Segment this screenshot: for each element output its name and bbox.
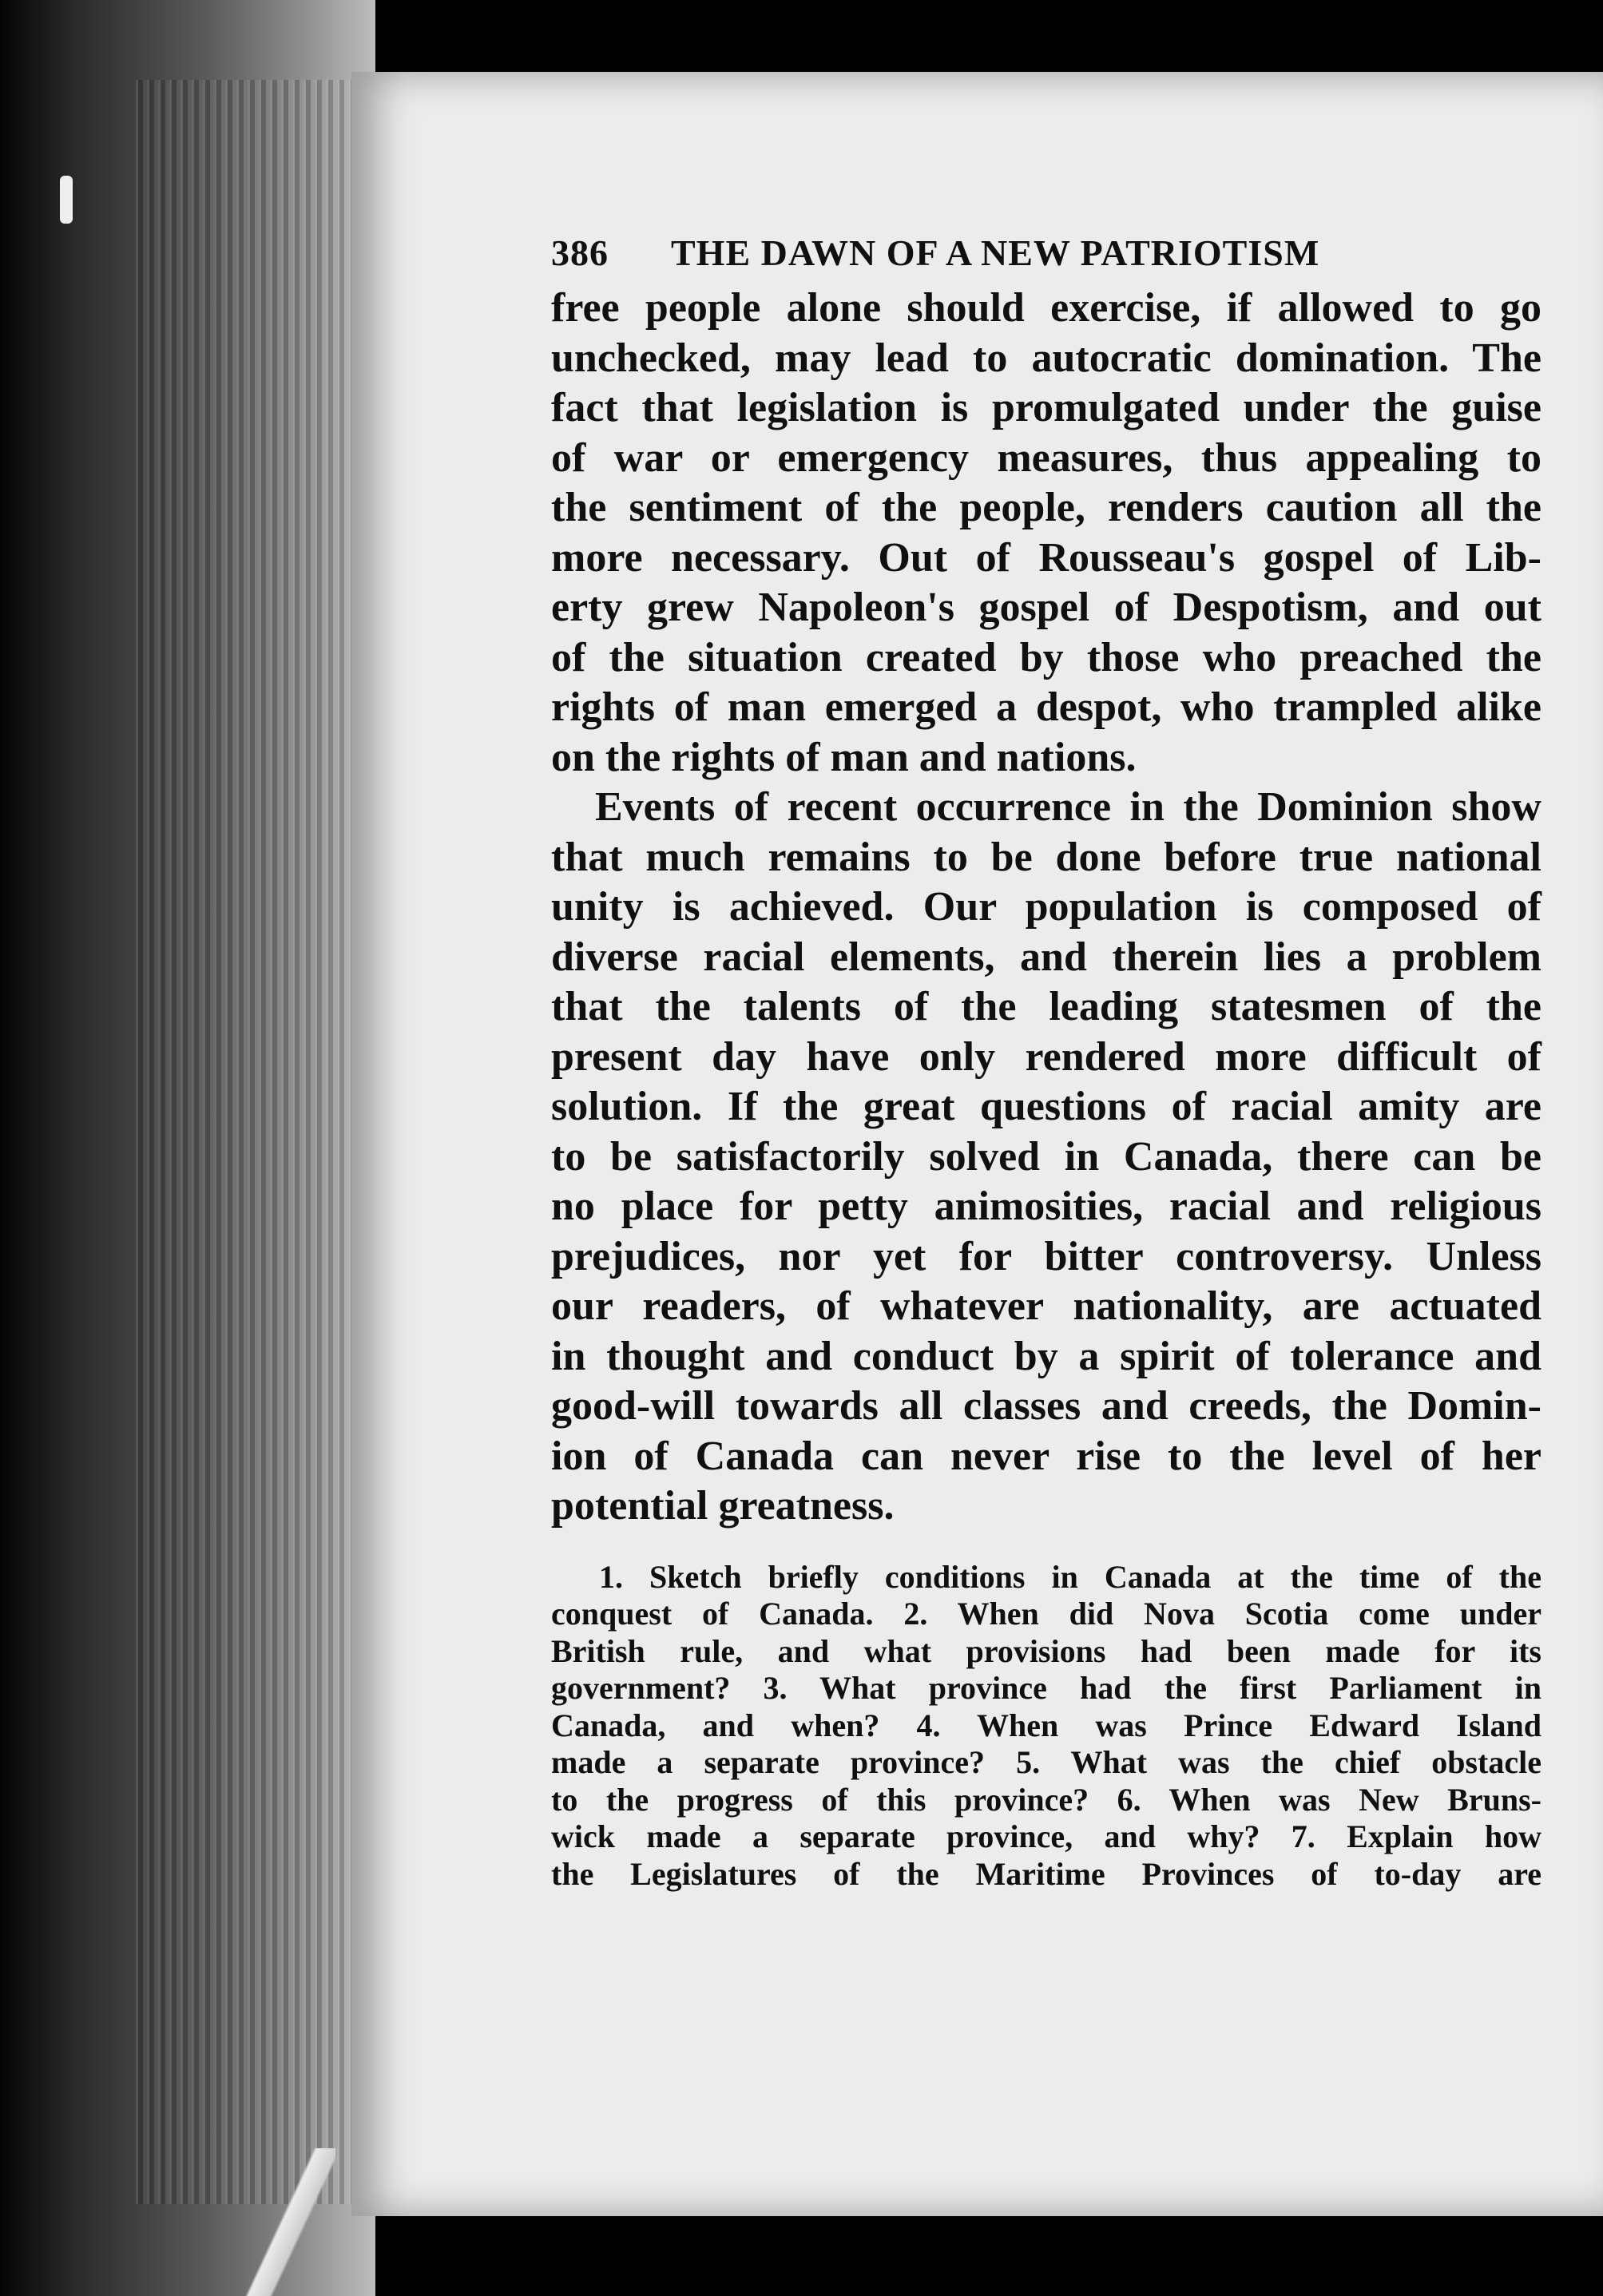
paragraph-1: [551, 284, 1541, 783]
page-fold-artifact: [240, 2148, 335, 2296]
paragraph-2: [551, 783, 1541, 1532]
scan-artifact: [60, 176, 73, 224]
text-line: erty grew Napoleon's gospel of Despotism, and out: [551, 585, 1541, 630]
question-line: to the progress of this province? 6. When was New Bruns-: [551, 1781, 1541, 1818]
question-line: the Legislatures of the Maritime Provinces of to-day are: [551, 1855, 1541, 1892]
text-line: rights of man emerged a despot, who trampled alike: [551, 684, 1541, 730]
page-number: 386: [551, 232, 609, 273]
page-text: [551, 232, 1541, 1893]
text-line: good-will towards all classes and creeds, the Domin-: [551, 1383, 1541, 1429]
text-line: in thought and conduct by a spirit of tolerance and: [551, 1333, 1541, 1379]
text-line: no place for petty animosities, racial and religious: [551, 1184, 1541, 1229]
question-line: British rule, and what provisions had been made for its: [551, 1632, 1541, 1669]
text-line: that the talents of the leading statesmen of the: [551, 984, 1541, 1029]
text-line: prejudices, nor yet for bitter controversy. Unless: [551, 1233, 1541, 1279]
binding-texture: [136, 80, 367, 2204]
text-line: unity is achieved. Our population is composed of: [551, 884, 1541, 930]
question-line: made a separate province? 5. What was the chief obstacle: [551, 1744, 1541, 1780]
text-line: ion of Canada can never rise to the level of her: [551, 1433, 1541, 1479]
review-questions: [551, 1559, 1541, 1894]
text-line: unchecked, may lead to autocratic domination. The: [551, 335, 1541, 381]
question-line: government? 3. What province had the first Parliament in: [551, 1670, 1541, 1706]
text-line: free people alone should exercise, if allowed to go: [551, 285, 1541, 331]
book-page: [351, 72, 1603, 2216]
question-line: Canada, and when? 4. When was Prince Edward Island: [551, 1707, 1541, 1743]
text-line: to be satisfactorily solved in Canada, there can be: [551, 1133, 1541, 1180]
text-line: that much remains to be done before true national: [551, 834, 1541, 880]
question-line: conquest of Canada. 2. When did Nova Scotia come under: [551, 1596, 1541, 1632]
text-line: on the rights of man and nations.: [551, 734, 1137, 780]
question-line: wick made a separate province, and why? 7. Explain how: [551, 1818, 1541, 1854]
text-line: our readers, of whatever nationality, are actuated: [551, 1283, 1541, 1329]
text-line: more necessary. Out of Rousseau's gospel of Lib-: [551, 534, 1541, 581]
text-line: of the situation created by those who preached the: [551, 634, 1541, 680]
question-line: 1. Sketch briefly conditions in Canada at the time of the: [599, 1558, 1541, 1595]
text-line: present day have only rendered more difficult of: [551, 1033, 1541, 1080]
text-line: Events of recent occurrence in the Dominion show: [595, 784, 1541, 830]
text-line: solution. If the great questions of racial amity are: [551, 1084, 1541, 1129]
text-line: fact that legislation is promulgated under the guise: [551, 385, 1541, 430]
running-head: [551, 232, 1541, 274]
text-line: diverse racial elements, and therein lies a problem: [551, 934, 1541, 980]
text-line: the sentiment of the people, renders caution all the: [551, 485, 1541, 530]
text-line: potential greatness.: [551, 1483, 895, 1529]
text-line: of war or emergency measures, thus appealing to: [551, 434, 1541, 481]
running-title: THE DAWN OF A NEW PATRIOTISM: [671, 232, 1320, 273]
